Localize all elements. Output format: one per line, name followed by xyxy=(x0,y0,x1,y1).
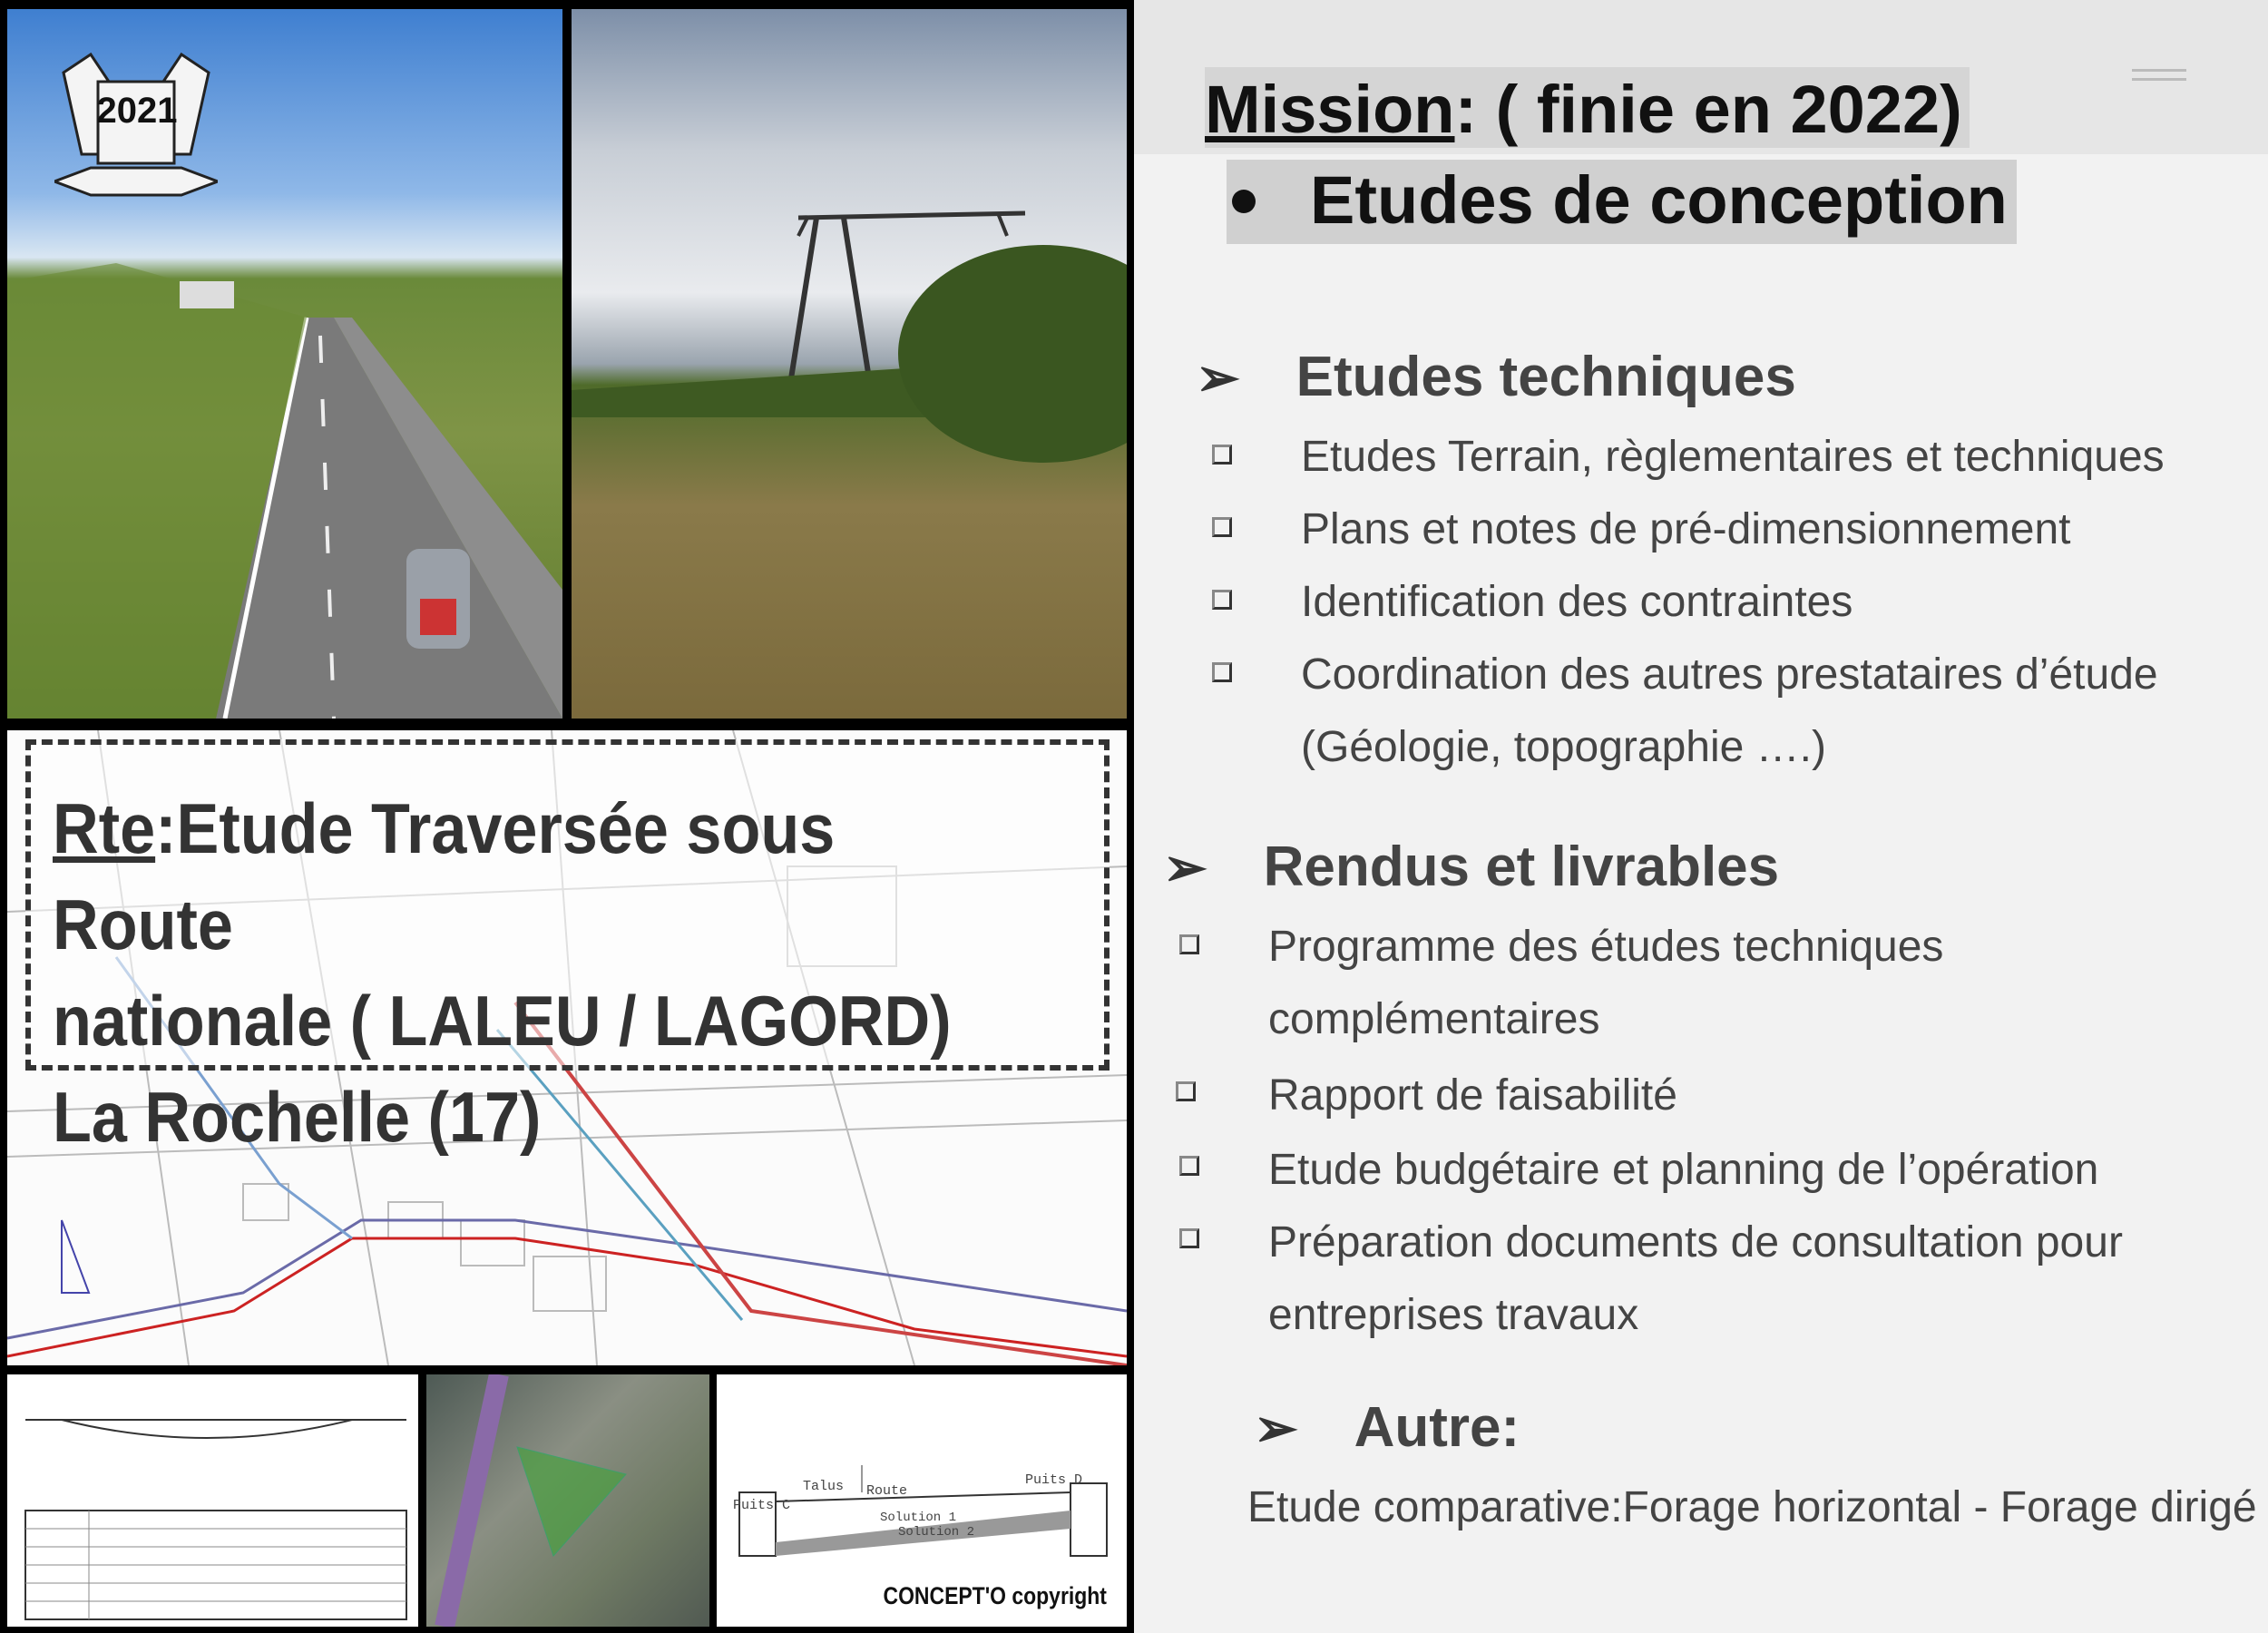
arrowhead-icon: ➢ xyxy=(1163,838,1207,897)
list-item-continued: entreprises travaux xyxy=(1268,1291,1639,1339)
section-title: Etudes techniques xyxy=(1295,346,1796,408)
checkbox-icon xyxy=(1212,445,1232,464)
mission-heading xyxy=(1205,67,1970,148)
mission-item-text: Etudes de conception xyxy=(1310,162,2008,238)
section-autre xyxy=(1254,1395,1520,1460)
title-line-1: :Etude Traversée sous Route xyxy=(53,788,836,964)
checkbox-icon xyxy=(1179,934,1199,954)
arrowhead-icon: ➢ xyxy=(1254,1399,1298,1458)
title-prefix: Rte xyxy=(53,788,156,868)
project-title xyxy=(53,780,992,1165)
list-item: Rapport de faisabilité xyxy=(1268,1071,1677,1120)
power-line-photo xyxy=(572,9,1127,719)
label-talus: Talus xyxy=(803,1479,845,1494)
list-item: Coordination des autres prestataires d’étude xyxy=(1301,650,2158,699)
menu-icon[interactable] xyxy=(2132,69,2186,89)
section-title: Rendus et livrables xyxy=(1263,836,1780,898)
road-photo xyxy=(7,9,562,719)
checkbox-icon xyxy=(1212,662,1232,682)
title-line-3: La Rochelle (17) xyxy=(53,1077,542,1157)
list-item-continued: (Géologie, topographie ….) xyxy=(1301,723,1826,771)
title-line-2: nationale ( LALEU / LAGORD) xyxy=(53,981,952,1061)
year-badge xyxy=(54,45,218,227)
mission-label: Mission xyxy=(1205,72,1455,147)
label-puits-d: Puits D xyxy=(1025,1472,1083,1488)
label-solution-1: Solution 1 xyxy=(880,1511,957,1525)
label-puits-c: Puits C xyxy=(733,1498,791,1513)
list-item: Plans et notes de pré-dimensionnement xyxy=(1301,505,2071,553)
mission-rest: : ( finie en 2022) xyxy=(1454,72,1962,147)
section-title: Autre: xyxy=(1354,1396,1520,1459)
label-solution-2: Solution 2 xyxy=(898,1525,975,1540)
list-item: Etudes Terrain, règlementaires et techniques xyxy=(1301,433,2165,481)
list-item: Préparation documents de consultation pour xyxy=(1268,1218,2123,1266)
checkbox-icon xyxy=(1179,1156,1199,1176)
bullet-icon xyxy=(1232,190,1256,213)
list-item: Etude comparative:Forage horizontal - Forage dirigé xyxy=(1247,1483,2257,1531)
longitudinal-profile-drawing xyxy=(7,1374,418,1627)
section-rendus-livrables xyxy=(1163,835,1779,899)
aerial-photo xyxy=(426,1374,709,1627)
copyright-text: CONCEPT'O copyright xyxy=(883,1582,1107,1609)
list-item-continued: complémentaires xyxy=(1268,995,1600,1043)
checkbox-icon xyxy=(1212,517,1232,537)
cross-section-drawing xyxy=(717,1374,1127,1627)
section-etudes-techniques xyxy=(1196,345,1796,409)
checkbox-icon xyxy=(1179,1228,1199,1248)
badge-year-text: 2021 xyxy=(96,91,178,131)
arrowhead-icon: ➢ xyxy=(1196,348,1240,407)
list-item: Identification des contraintes xyxy=(1301,578,1853,626)
list-item: Etude budgétaire et planning de l’opération xyxy=(1268,1146,2099,1194)
mission-item xyxy=(1227,160,2017,244)
list-item: Programme des études techniques xyxy=(1268,923,1944,971)
checkbox-icon xyxy=(1212,590,1232,610)
label-route: Route xyxy=(866,1483,908,1499)
checkbox-icon xyxy=(1176,1081,1196,1101)
